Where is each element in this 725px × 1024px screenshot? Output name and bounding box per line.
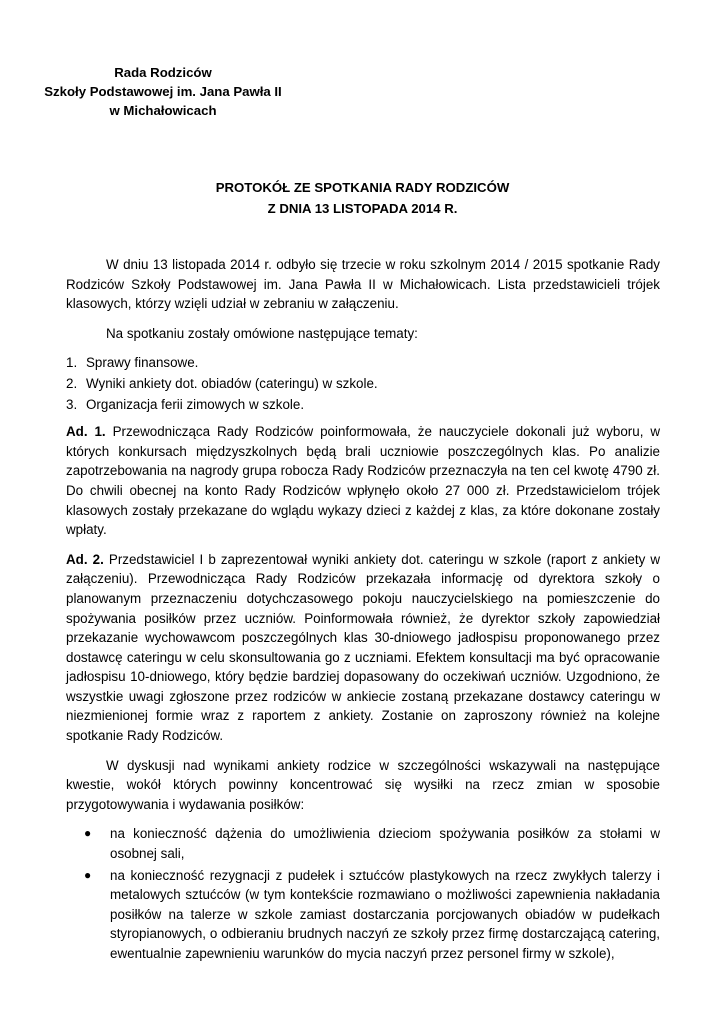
document-body xyxy=(66,255,660,966)
bullet-icon: ● xyxy=(84,867,92,882)
issues-list xyxy=(66,824,660,963)
topics-intro: Na spotkaniu zostały omówione następujące tematy: xyxy=(106,325,418,341)
bullet-icon: ● xyxy=(84,826,92,841)
title-line-2: Z DNIA 13 LISTOPADA 2014 R. xyxy=(267,201,458,216)
discussion-paragraph: W dyskusji nad wynikami ankiety rodzice w szczególności wskazywali na następujące kwestie, wokół których powinny koncentrować się wysiłki na rzecz zmian w sposobie przygotowywania i wydawania posiłków: xyxy=(66,757,660,812)
ad2-label: Ad. 2. xyxy=(66,551,104,567)
list-item-number: 3. xyxy=(66,396,78,412)
topics-list xyxy=(66,353,660,414)
list-item xyxy=(66,353,660,373)
list-item xyxy=(66,866,660,964)
ad2-text: Przedstawiciel I b zaprezentował wyniki ankiety dot. cateringu w szkole (raport z ankiety w załączeniu). Przewodnicząca Rady Rodziców przekazała informację od dyrektora szkoły o planowanym przeznaczeniu dotychczasowego pokoju nauczycielskiego na pomieszczenie do spożywania posiłków przez uczniów. Poinformowała również, że dyrektor szkoły zapowiedział przekazanie wychowawcom poszczególnych klas 30-dniowego jadłospisu proponowanego przez dostawcę cateringu w celu skonsultowania go z uczniami. Efektem konsultacji ma być opracowanie jadłospisu 10-dniowego, który będzie bardziej dopasowany do oczekiwań uczniów. Uzgodniono, że wszystkie uwagi zgłoszone przez rodziców w ankiecie zostaną przekazane dostawcy cateringu w niezmienionej formie wraz z raportem z ankiety. Zostanie on zaproszony również na kolejne spotkanie Rady Rodziców. xyxy=(66,551,660,744)
ad1-label: Ad. 1. xyxy=(66,424,106,440)
list-item-number: 1. xyxy=(66,355,78,371)
list-item-number: 2. xyxy=(66,375,78,391)
list-item-text: Organizacja ferii zimowych w szkole. xyxy=(86,396,305,412)
org-name: Rada Rodziców xyxy=(114,65,212,80)
school-name: Szkoły Podstawowej im. Jana Pawła II xyxy=(44,84,282,99)
list-item xyxy=(66,374,660,394)
list-item-text: Sprawy finansowe. xyxy=(86,355,199,371)
list-item-text: na konieczność dążenia do umożliwienia dzieciom spożywania posiłków za stołami w osobnej sali, xyxy=(110,826,660,862)
list-item xyxy=(66,824,660,863)
ad1-text: Przewodnicząca Rady Rodziców poinformowała, że nauczyciele dokonali już wyboru, w których konkursach międzyszkolnych będą brali uczniowie poszczególnych klas. Po analizie zapotrzebowania na nagrody grupa robocza Rady Rodziców przeznaczyła na ten cel kwotę 4790 zł. Do chwili obecnej na konto Rady Rodziców wpłynęło około 27 000 zł. Przedstawicielom trójek klasowych zostały przekazane do wglądu wykazy dzieci z każdej z klas, za które dokonane zostały wpłaty. xyxy=(66,424,660,538)
intro-paragraph: W dniu 13 listopada 2014 r. odbyło się trzecie w roku szkolnym 2014 / 2015 spotkanie Rady Rodziców Szkoły Podstawowej im. Jana Pawła II w Michałowicach. Lista przedstawicieli trójek klasowych, którzy wzięli udział w zebraniu w załączeniu. xyxy=(66,257,660,312)
list-item-text: Wyniki ankiety dot. obiadów (cateringu) w szkole. xyxy=(86,375,378,391)
ad1-paragraph xyxy=(66,422,660,540)
list-item-text: na konieczność rezygnacji z pudełek i sztućców plastykowych na rzecz zwykłych talerzy i metalowych sztućców (w tym kontekście rozmawiano o możliwości zapewnienia nakładania posiłków na talerze w szkole zamiast dostarczania porcjowanych obiadów w pudełkach styropianowych, o odbieraniu brudnych naczyń ze szkoły przez firmę dostarczającą catering, ewentualnie zapewnieniu warunków do mycia naczyń przez personel firmy w szkole), xyxy=(110,867,660,961)
list-item xyxy=(66,395,660,415)
title-line-1: PROTOKÓŁ ZE SPOTKANIA RADY RODZICÓW xyxy=(215,180,510,195)
school-location: w Michałowicach xyxy=(109,103,217,118)
ad2-paragraph xyxy=(66,550,660,746)
document-title xyxy=(0,177,725,219)
organization-header xyxy=(38,63,288,120)
